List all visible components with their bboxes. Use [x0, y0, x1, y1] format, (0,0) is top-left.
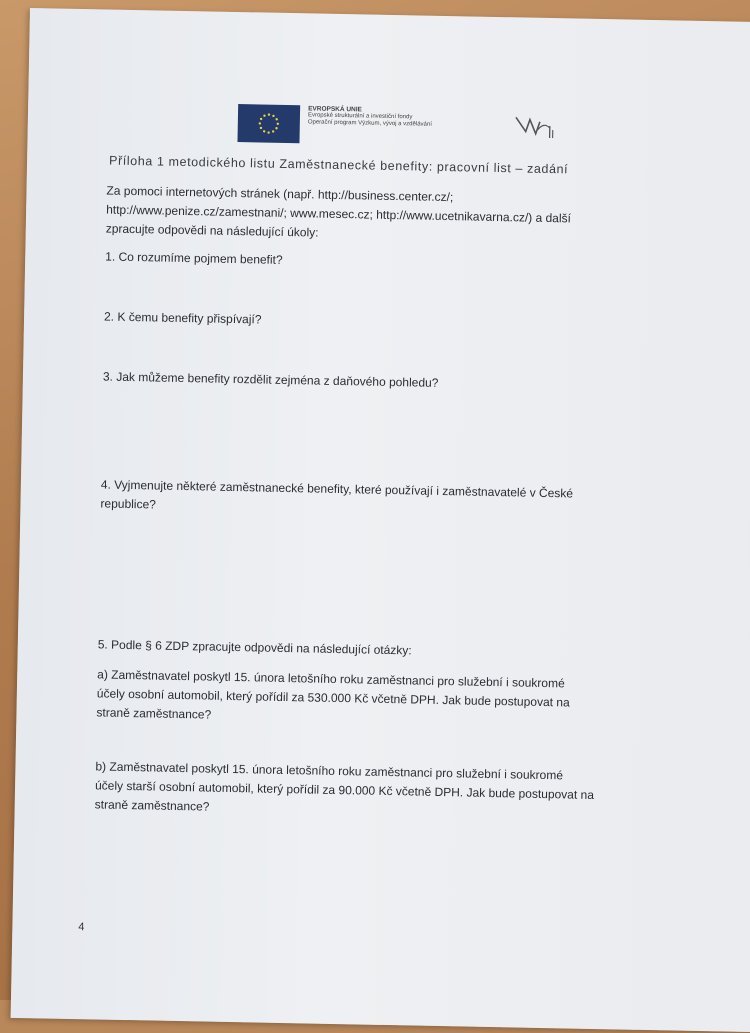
question-2: 2. K čemu benefity přispívají?	[103, 309, 262, 327]
eu-text-block	[308, 105, 432, 128]
header-logo-bar	[237, 104, 432, 148]
question-5a-line: a) Zaměstnavatel poskytl 15. února letošního roku zaměstnanci pro služební i soukromé	[97, 667, 565, 691]
msmt-logo-icon	[514, 111, 557, 142]
eu-star-icon	[268, 113, 270, 115]
eu-star-icon	[272, 115, 274, 117]
eu-star-icon	[275, 127, 277, 129]
eu-stars-icon	[257, 111, 281, 135]
question-5a	[96, 665, 657, 733]
question-3: 3. Jak můžeme benefity rozdělit zejména z daňového pohledu?	[102, 369, 439, 390]
question-5a-line: straně zaměstnance?	[96, 705, 212, 722]
question-1: 1. Co rozumíme pojmem benefit?	[105, 249, 283, 267]
page-title: Příloha 1 metodického listu Zaměstnanecké benefity: pracovní list – zadání	[108, 153, 569, 177]
intro-line: Za pomoci internetových stránek (např. http://business.center.cz/;	[106, 183, 454, 205]
eu-star-icon	[259, 122, 261, 124]
eu-star-icon	[275, 118, 277, 120]
eu-star-icon	[277, 123, 279, 125]
intro-paragraph	[106, 182, 667, 250]
eu-subtitle-line: Evropské strukturální a investiční fondy	[307, 112, 413, 121]
question-4-line: republice?	[100, 496, 157, 512]
question-5: 5. Podle § 6 ZDP zpracujte odpovědi na následující otázky:	[97, 637, 412, 658]
question-5a-line: účely osobní automobil, který pořídil za 530.000 Kč včetně DPH. Jak bude postupovat na	[96, 686, 570, 710]
worksheet-page	[11, 8, 750, 1033]
eu-star-icon	[260, 118, 262, 120]
question-5b-line: b) Zaměstnavatel poskytl 15. února letošního roku zaměstnanci pro služební i soukromé	[95, 759, 564, 783]
eu-star-icon	[263, 130, 265, 132]
eu-star-icon	[272, 130, 274, 132]
eu-star-icon	[263, 115, 265, 117]
question-5b-line: straně zaměstnance?	[94, 797, 210, 814]
question-4-line: 4. Vyjmenujte některé zaměstnanecké benefity, které používají i zaměstnavatelé v České	[100, 477, 574, 501]
eu-title: EVROPSKÁ UNIE	[308, 105, 363, 114]
eu-flag-icon	[237, 104, 300, 143]
intro-line: zpracujte odpovědi na následující úkoly:	[105, 221, 319, 240]
eu-program-line: Operační program Výzkum, vývoj a vzdělávání	[307, 119, 432, 128]
intro-line: http://www.penize.cz/zamestnani/; www.mesec.cz; http://www.ucetnikavarna.cz/) a další	[106, 202, 572, 226]
eu-star-icon	[260, 127, 262, 129]
page-number: 4	[78, 921, 85, 934]
question-5b-line: účely starší osobní automobil, který pořídil za 90.000 Kč včetně DPH. Jak bude postupovat na	[94, 778, 595, 802]
question-5b	[95, 757, 656, 825]
eu-star-icon	[267, 131, 269, 133]
question-4	[100, 475, 661, 524]
